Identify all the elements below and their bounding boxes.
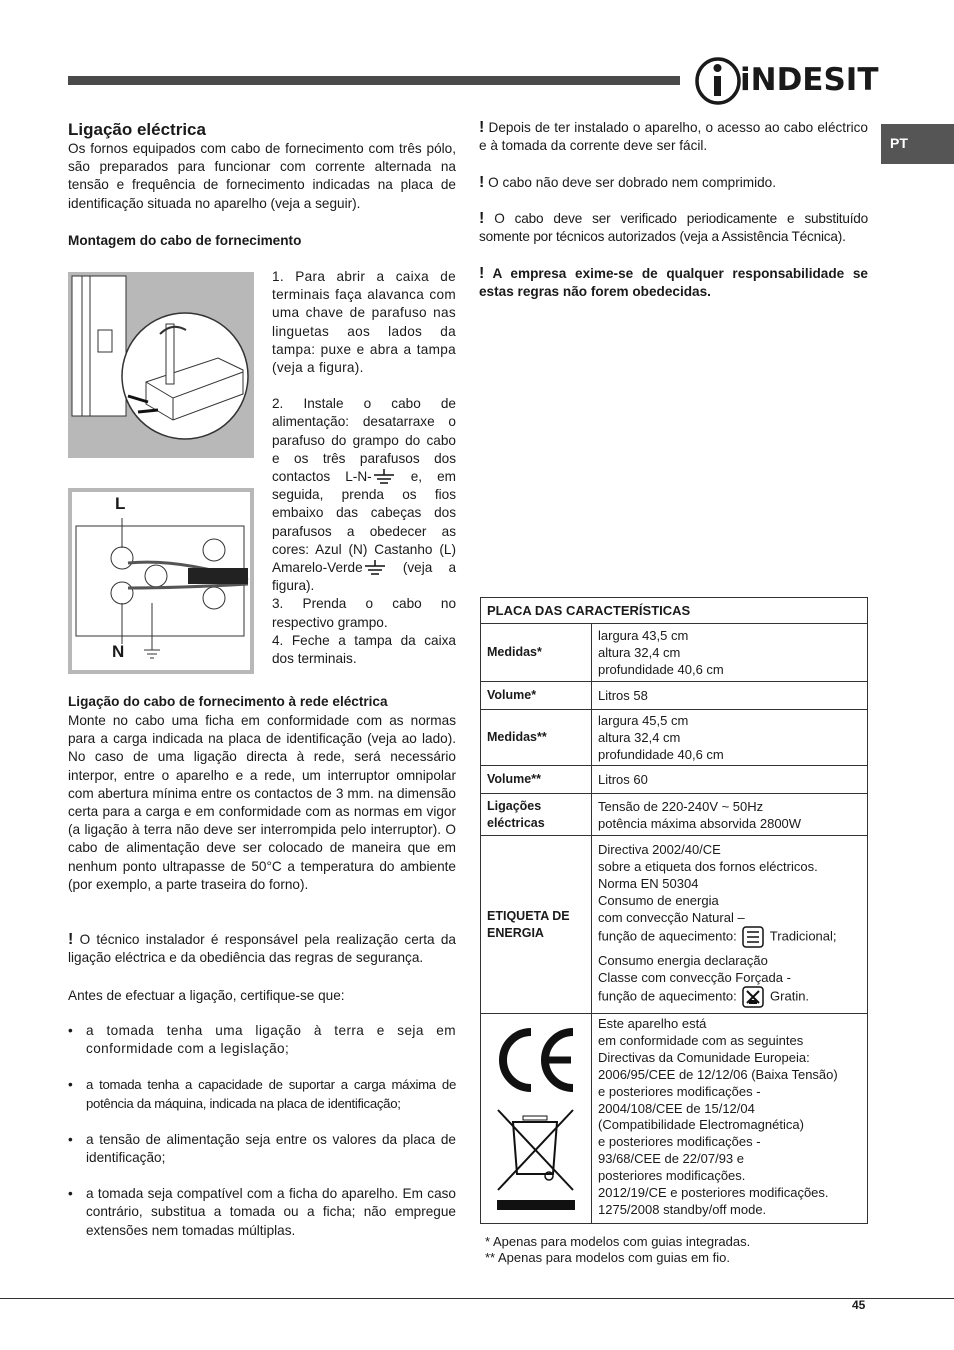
step-1: 1. Para abrir a caixa de terminais faça alavanca com uma chave de parafuso nas linguetas aos lados da tampa: puxe e abra a tampa (veja a figura).: [272, 269, 456, 376]
figure-terminal-box: [68, 272, 254, 458]
ground-icon: [372, 469, 396, 485]
compliance-icons: [481, 1014, 592, 1224]
language-tab: PT: [881, 124, 954, 164]
row-value: Litros 60: [592, 766, 868, 794]
note-access: [479, 119, 868, 155]
list-item: • a tomada tenha uma ligação à terra e seja em conformidade com a legislação;: [68, 1022, 456, 1058]
table-row-energy: [481, 836, 868, 1014]
row-label: Volume**: [481, 766, 592, 794]
footnote-2: ** Apenas para modelos com guias em fio.: [485, 1250, 730, 1265]
label-L: L: [115, 494, 126, 513]
ce-mark-icon: [493, 1022, 579, 1212]
weee-bin-icon: [497, 1110, 575, 1210]
warning-mark: !: [479, 174, 485, 191]
warning-mark: !: [479, 210, 485, 227]
intro-paragraph: Os fornos equipados com cabo de fornecimento com três pólo, são preparados para funcionar com corrente alternada na tensão e frequência de fornecimento indicadas na placa de identificação situada no aparelho (veja a seguir).: [68, 141, 456, 211]
mains-paragraph: Monte no cabo uma ficha em conformidade com as normas para a carga indicada na placa de identificação (veja ao lado). No caso de uma ligação directa à rede, será necessário interpor, entre o aparelho e a rede, um interruptor omnipolar com abertura mínima entre os contactos de 3 mm. na dimensão certa para a carga e em conformidade com as normas em vigor (a ligação à terra não deve ser interrompida pelo interruptor). O cabo de alimentação deve ser colocado de maneira que em nenhum ponto ultrapasse de 50°C a temperatura do ambiente (por exemplo, a parte traseira do forno).: [68, 713, 456, 892]
list-item: • a tensão de alimentação seja entre os valores da placa de identificação;: [68, 1131, 456, 1167]
row-value: Litros 58: [592, 682, 868, 710]
step-3: 3. Prenda o cabo no respectivo grampo.: [272, 596, 456, 630]
table-row: [481, 710, 868, 766]
bullet-list: [68, 1022, 456, 1240]
table-row-compliance: [481, 1014, 868, 1224]
footnote-1: * Apenas para modelos com guias integradas.: [485, 1234, 751, 1249]
note-liability: [479, 265, 868, 301]
traditional-heating-icon: [742, 926, 764, 948]
before-connection: Antes de efectuar a ligação, certifique-se que:: [68, 988, 345, 1003]
table-row: [481, 766, 868, 794]
installer-warning: [68, 931, 456, 967]
table-row: [481, 624, 868, 682]
gratin-heating-icon: [742, 986, 764, 1008]
ground-icon: [363, 560, 387, 576]
list-item-text: a tomada tenha uma ligação à terra e seja em conformidade com a legislação;: [86, 1023, 456, 1057]
step-2-part-c: (veja a figura).: [272, 560, 456, 594]
note-text: O cabo não deve ser dobrado nem comprimido.: [484, 175, 776, 190]
note-check: [479, 210, 868, 246]
step-4: 4. Feche a tampa da caixa dos terminais.: [272, 632, 456, 667]
subheading-assembly: Montagem do cabo de fornecimento: [68, 233, 302, 248]
step-2-part-b: e, em seguida, prenda os fios embaixo das cabeças dos parafusos a obedecer as cores: Azul (N) Castanho (L) Amarelo-Verde: [272, 469, 456, 576]
figure-wiring: [68, 488, 254, 674]
energy-details: Directiva 2002/40/CE sobre a etiqueta dos fornos eléctricos. Norma EN 50304 Consumo de energia com convecção Natural – função de aquecimento: Tradicional; Consumo energia declaração Classe com convecção Forçada - função de aquecimento: Gratin.: [592, 836, 868, 1014]
wiring-illustration: [68, 488, 254, 674]
row-value: Tensão de 220-240V ~ 50Hz potência máxima absorvida 2800W: [592, 794, 868, 836]
list-item: • a tomada seja compatível com a ficha do aparelho. Em caso contrário, substitua a tomada ou a ficha; não empregue extensões nem tomadas múltiplas.: [68, 1185, 456, 1240]
table-row: [481, 682, 868, 710]
label-N: N: [112, 642, 125, 661]
note-text: Depois de ter instalado o aparelho, o acesso ao cabo eléctrico e à tomada da corrente deve ser fácil.: [479, 120, 868, 154]
compliance-text: Este aparelho está em conformidade com as seguintes Directivas da Comunidade Europeia: 2006/95/CEE de 12/12/06 (Baixa Tensão) e posteriores modificações - 2004/108/CEE de 15/12/04 (Compatibilidade Electromagnética) e posteriores modificações - 93/68/CEE de 22/07/93 e posteriores modificações. 2012/19/CE e posteriores modificações. 1275/2008 standby/off mode.: [592, 1014, 868, 1224]
step-2: [272, 395, 456, 595]
warning-mark: !: [479, 265, 485, 282]
table-header: PLACA DAS CARACTERÍSTICAS: [481, 598, 868, 624]
section-title: Ligação eléctrica: [68, 120, 206, 139]
table-row: [481, 794, 868, 836]
row-label: Medidas*: [481, 624, 592, 682]
row-value: largura 45,5 cm altura 32,4 cm profundidade 40,6 cm: [592, 710, 868, 766]
header-bar: [68, 76, 680, 85]
warning-text: O técnico instalador é responsável pela realização certa da ligação eléctrica e da obediência das regras de segurança.: [68, 932, 456, 966]
brand-logo-icon: [694, 56, 742, 106]
row-label: Ligações eléctricas: [481, 794, 592, 836]
list-item-text: a tomada tenha a capacidade de suportar a carga máxima de potência da máquina, indicada na placa de identificação;: [86, 1077, 456, 1111]
note-bend: [479, 174, 868, 192]
note-text: A empresa exime-se de qualquer responsabilidade se estas regras não forem obedecidas.: [479, 266, 868, 300]
list-item: • a tomada tenha a capacidade de suportar a carga máxima de potência da máquina, indicada na placa de identificação;: [68, 1076, 456, 1112]
step-2-part-a: 2. Instale o cabo de alimentação: desatarraxe o parafuso do grampo do cabo e os três parafusos dos contactos L-N-: [272, 396, 456, 485]
spec-table: [480, 597, 868, 1224]
assembly-steps: [272, 268, 456, 668]
terminal-box-illustration: [68, 272, 254, 458]
row-label: Volume*: [481, 682, 592, 710]
brand-name: iNDESIT: [740, 62, 879, 98]
list-item-text: a tomada seja compatível com a ficha do aparelho. Em caso contrário, substitua a tomada ou a ficha; não empregue extensões nem tomadas múltiplas.: [86, 1186, 456, 1238]
footer-rule: [0, 1298, 954, 1299]
warning-mark: !: [68, 931, 74, 948]
energy-label: ETIQUETA DE ENERGIA: [481, 836, 592, 1014]
row-label: Medidas**: [481, 710, 592, 766]
subheading-mains: Ligação do cabo de fornecimento à rede eléctrica: [68, 694, 388, 709]
row-value: largura 43,5 cm altura 32,4 cm profundidade 40,6 cm: [592, 624, 868, 682]
list-item-text: a tensão de alimentação seja entre os valores da placa de identificação;: [86, 1131, 456, 1166]
note-text: O cabo deve ser verificado periodicamente e substituído somente por técnicos autorizados (veja a Assistência Técnica).: [479, 211, 868, 245]
page-number: 45: [852, 1298, 866, 1312]
warning-mark: !: [479, 119, 485, 136]
